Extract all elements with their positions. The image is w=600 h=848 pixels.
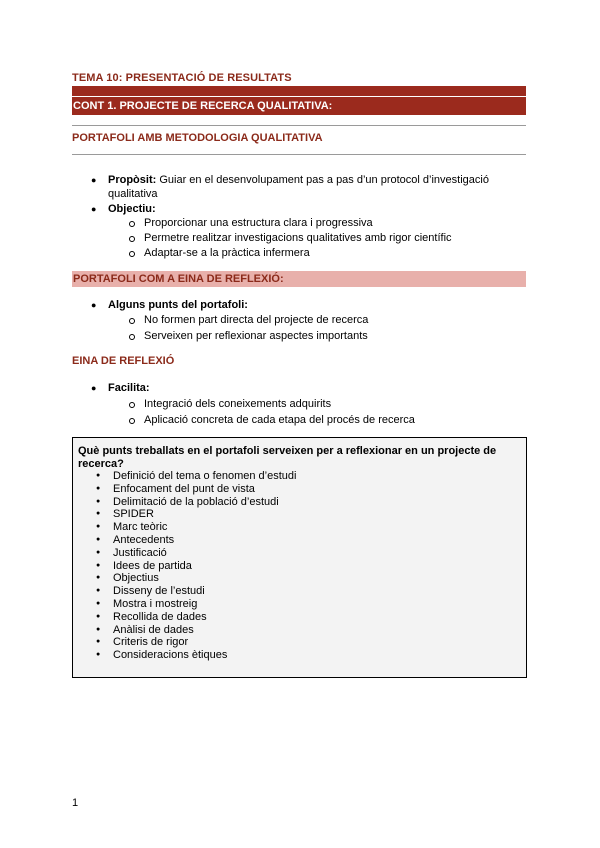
circle-bullet-icon xyxy=(129,334,135,340)
objectiu-item: Adaptar-se a la pràctica infermera xyxy=(144,247,310,259)
proposit-item xyxy=(108,173,489,187)
box-list-item: ● Idees de partida xyxy=(73,560,296,573)
title-bar xyxy=(72,86,526,96)
section3-item: Aplicació concreta de cada etapa del procés de recerca xyxy=(144,414,415,426)
divider xyxy=(72,154,526,155)
content-heading: CONT 1. PROJECTE DE RECERCA QUALITATIVA: xyxy=(72,97,526,115)
circle-bullet-icon xyxy=(129,236,135,242)
objectiu-label: Objectiu: xyxy=(108,203,156,215)
box-list-item: ● SPIDER xyxy=(73,508,296,521)
circle-bullet-icon xyxy=(129,318,135,324)
circle-bullet-icon xyxy=(129,221,135,227)
section2-heading: PORTAFOLI COM A EINA DE REFLEXIÓ: xyxy=(72,271,526,287)
section3-item: Integració dels coneixements adquirits xyxy=(144,398,332,410)
box-list-item: ● Mostra i mostreig xyxy=(73,598,296,611)
circle-bullet-icon xyxy=(129,418,135,424)
box-list-item: ● Disseny de l’estudi xyxy=(73,585,296,598)
page-number: 1 xyxy=(72,797,79,809)
proposit-text: Guiar en el desenvolupament pas a pas d’un protocol d’investigació xyxy=(156,174,489,186)
box-list-item: ● Recollida de dades xyxy=(73,611,296,624)
bullet-icon: ● xyxy=(91,204,97,214)
section3-label: Facilita: xyxy=(108,382,150,394)
divider xyxy=(72,125,526,126)
section3-heading: EINA DE REFLEXIÓ xyxy=(72,355,175,367)
topic-title: TEMA 10: PRESENTACIÓ DE RESULTATS xyxy=(72,72,292,84)
section2-label: Alguns punts del portafoli: xyxy=(108,299,248,311)
box-list-item: ● Antecedents xyxy=(73,534,296,547)
circle-bullet-icon xyxy=(129,251,135,257)
box-title: Què punts treballats en el portafoli serveixen per a reflexionar en un projecte de recerca? xyxy=(78,445,497,470)
bullet-icon: ● xyxy=(91,300,97,310)
box-list-item: ● Objectius xyxy=(73,572,296,585)
bullet-icon: ● xyxy=(91,175,97,185)
box-list-item: ● Anàlisi de dades xyxy=(73,624,296,637)
box-list-item: ● Definició del tema o fenomen d’estudi xyxy=(73,470,296,483)
reflection-box xyxy=(72,437,527,678)
box-list-item: ● Marc teòric xyxy=(73,521,296,534)
section2-item: Serveixen per reflexionar aspectes importants xyxy=(144,330,368,342)
proposit-label: Propòsit: xyxy=(108,174,157,186)
box-list-item: ● Justificació xyxy=(73,547,296,560)
box-list-item: ● Consideracions ètiques xyxy=(73,649,296,662)
circle-bullet-icon xyxy=(129,402,135,408)
objectiu-item: Proporcionar una estructura clara i progressiva xyxy=(144,217,373,229)
box-list-item: ● Enfocament del punt de vista xyxy=(73,483,296,496)
proposit-text-cont: qualitativa xyxy=(108,188,158,200)
box-list-item: ● Criteris de rigor xyxy=(73,636,296,649)
box-list-item: ● Delimitació de la població d’estudi xyxy=(73,496,296,509)
box-list xyxy=(73,470,296,662)
section1-heading: PORTAFOLI AMB METODOLOGIA QUALITATIVA xyxy=(72,132,323,144)
section2-item: No formen part directa del projecte de recerca xyxy=(144,314,369,326)
objectiu-item: Permetre realitzar investigacions qualitatives amb rigor científic xyxy=(144,232,452,244)
bullet-icon: ● xyxy=(91,383,97,393)
